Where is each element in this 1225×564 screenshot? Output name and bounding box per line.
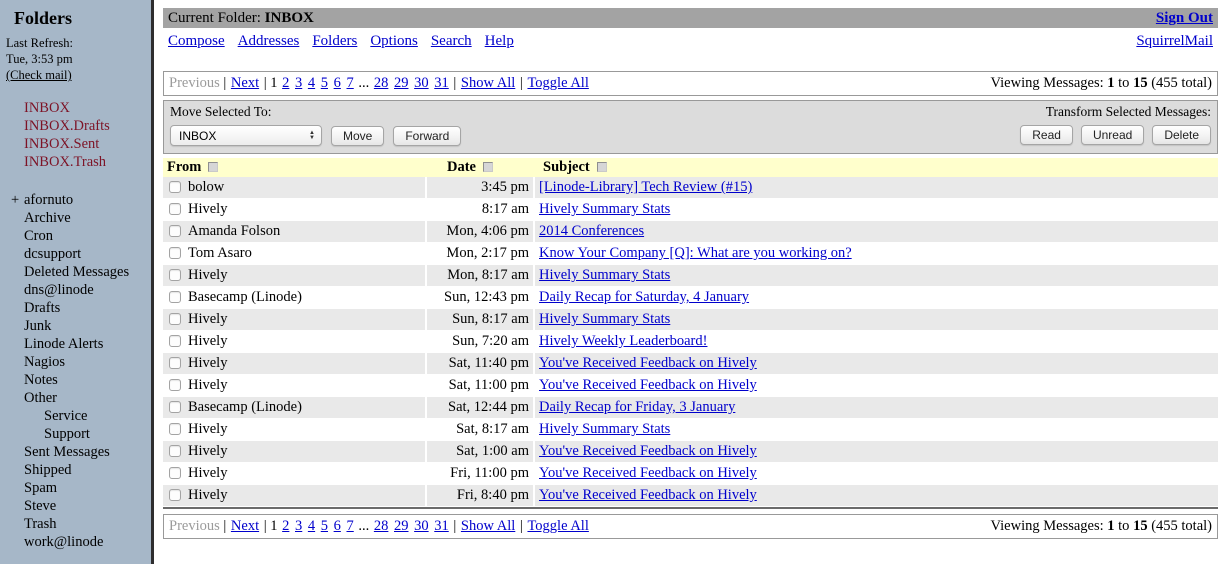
folder-item-notes[interactable] [24, 371, 147, 389]
menu-search[interactable]: Search [430, 33, 472, 49]
next-link[interactable]: Next [230, 518, 260, 534]
message-checkbox[interactable] [169, 225, 181, 237]
page-link-4[interactable]: 4 [307, 75, 316, 91]
folder-link[interactable]: Steve [24, 498, 57, 514]
subject-link[interactable]: You've Received Feedback on Hively [539, 355, 757, 371]
from-cell [163, 353, 425, 375]
folder-item-deleted-messages[interactable] [24, 263, 147, 281]
show-all-link[interactable]: Show All [460, 75, 516, 91]
page-link-30[interactable]: 30 [414, 518, 429, 534]
date-cell: Sat, 11:40 pm [425, 353, 533, 375]
from-cell [163, 243, 425, 265]
sender-name: Hively [188, 311, 228, 327]
subject-cell [533, 441, 1218, 463]
page-link-6[interactable]: 6 [333, 75, 341, 91]
folder-item-inbox-sent[interactable] [24, 135, 147, 153]
message-checkbox[interactable] [169, 181, 181, 193]
subject-link[interactable]: Daily Recap for Saturday, 4 January [539, 289, 750, 305]
sender-name: Hively [188, 377, 228, 393]
current-folder-value: INBOX [264, 9, 314, 26]
delete-button[interactable]: Delete [1152, 125, 1211, 145]
subject-column-header: Subject [543, 159, 590, 175]
folders-title: Folders [14, 8, 72, 28]
subject-cell [533, 243, 1218, 265]
page-links: Previous | Next | 1 2 3 4 5 6 7 ... 28 29 30 31 | Show All | Toggle All [169, 518, 589, 534]
message-checkbox[interactable] [169, 335, 181, 347]
folder-link[interactable]: Notes [24, 372, 58, 388]
sign-out-link[interactable]: Sign Out [1155, 9, 1213, 26]
message-row [163, 287, 1218, 309]
page-link-2[interactable]: 2 [282, 518, 290, 534]
pagination-top [163, 71, 1218, 96]
folder-link[interactable]: Spam [24, 480, 58, 496]
folder-link[interactable]: Other [24, 390, 58, 406]
subject-cell [533, 463, 1218, 485]
page-link-3[interactable]: 3 [295, 518, 303, 534]
message-checkbox[interactable] [169, 313, 181, 325]
page-link-3[interactable]: 3 [295, 75, 303, 91]
message-row [163, 353, 1218, 375]
folder-select[interactable] [170, 125, 322, 146]
date-cell: Mon, 2:17 pm [425, 243, 533, 265]
message-row [163, 199, 1218, 221]
menu-folders[interactable]: Folders [312, 33, 358, 49]
subject-link[interactable]: Hively Summary Stats [539, 311, 671, 327]
folder-item-work-linode[interactable] [24, 533, 147, 551]
current-folder [168, 10, 314, 27]
viewing-to: 15 [1133, 75, 1148, 91]
folder-link[interactable]: Shipped [24, 462, 72, 478]
sender-name: Amanda Folson [188, 223, 281, 239]
folder-item-shipped[interactable] [24, 461, 147, 479]
pagination-bottom [163, 514, 1218, 539]
last-refresh-label: Last Refresh: [6, 36, 73, 50]
message-checkbox[interactable] [169, 489, 181, 501]
folder-link[interactable]: INBOX [24, 100, 70, 116]
folder-item-spam[interactable] [24, 479, 147, 497]
message-checkbox[interactable] [169, 247, 181, 259]
folder-item-drafts[interactable] [24, 299, 147, 317]
folder-item-junk[interactable] [24, 317, 147, 335]
viewing-messages: Viewing Messages: 1 to 15 (455 total) [990, 75, 1212, 91]
message-table [163, 158, 1218, 509]
sender-name: Hively [188, 421, 228, 437]
from-cell [163, 309, 425, 331]
page-link-4[interactable]: 4 [307, 518, 316, 534]
date-cell: Sat, 1:00 am [425, 441, 533, 463]
folder-item-inbox-trash[interactable] [24, 153, 147, 171]
last-refresh-time: Tue, 3:53 pm [6, 52, 73, 66]
subject-cell [533, 221, 1218, 243]
message-row [163, 375, 1218, 397]
sender-name: Hively [188, 355, 228, 371]
viewing-messages: Viewing Messages: 1 to 15 (455 total) [990, 518, 1212, 534]
from-cell [163, 331, 425, 353]
page-link-30[interactable]: 30 [414, 75, 429, 91]
select-arrows-icon: ▲ ▼ [309, 130, 315, 141]
folder-link[interactable]: Junk [24, 318, 52, 334]
page-link-5[interactable]: 5 [320, 518, 328, 534]
date-cell: Sat, 12:44 pm [425, 397, 533, 419]
date-cell: Fri, 11:00 pm [425, 463, 533, 485]
subject-cell [533, 287, 1218, 309]
date-cell: Sun, 8:17 am [425, 309, 533, 331]
sender-name: Hively [188, 487, 228, 503]
subject-link[interactable]: You've Received Feedback on Hively [539, 487, 757, 503]
forward-button[interactable]: Forward [393, 126, 461, 146]
page-link-6[interactable]: 6 [333, 518, 341, 534]
page-link-28[interactable]: 28 [373, 518, 389, 534]
menu-addresses[interactable]: Addresses [237, 33, 300, 49]
previous-link: Previous [169, 518, 220, 534]
message-row [163, 309, 1218, 331]
subject-link[interactable]: You've Received Feedback on Hively [539, 377, 757, 393]
message-checkbox[interactable] [169, 401, 181, 413]
sort-from-button[interactable] [208, 162, 218, 172]
date-cell: 3:45 pm [425, 177, 533, 199]
viewing-to: 15 [1133, 518, 1148, 534]
from-column-header: From [167, 159, 202, 175]
folder-select-value: INBOX [179, 128, 217, 143]
page-link-29[interactable]: 29 [394, 75, 409, 91]
folder-item-support[interactable] [24, 425, 147, 443]
folder-item-inbox-drafts[interactable] [24, 117, 147, 135]
subject-cell [533, 331, 1218, 353]
message-checkbox[interactable] [169, 203, 181, 215]
folder-link[interactable]: Drafts [24, 300, 61, 316]
subject-link[interactable]: 2014 Conferences [539, 223, 645, 239]
message-row [163, 177, 1218, 199]
special-folder-list [24, 99, 147, 171]
folder-link[interactable]: INBOX.Trash [24, 154, 107, 170]
page-link-5[interactable]: 5 [320, 75, 328, 91]
read-button[interactable]: Read [1020, 125, 1073, 145]
sender-name: Hively [188, 443, 228, 459]
folder-link[interactable]: Archive [24, 210, 71, 226]
from-cell [163, 419, 425, 441]
page-link-7[interactable]: 7 [346, 518, 354, 534]
page-link-31[interactable]: 31 [434, 518, 449, 534]
folder-link[interactable]: Cron [24, 228, 53, 244]
subject-link[interactable]: Hively Summary Stats [539, 267, 671, 283]
folder-link[interactable]: INBOX.Sent [24, 136, 100, 152]
date-cell: Sun, 12:43 pm [425, 287, 533, 309]
show-all-link[interactable]: Show All [460, 518, 516, 534]
menu-options[interactable]: Options [370, 33, 418, 49]
sender-name: Hively [188, 333, 228, 349]
from-cell [163, 221, 425, 243]
folder-item-trash[interactable] [24, 515, 147, 533]
date-cell: Mon, 4:06 pm [425, 221, 533, 243]
move-selected-label: Move Selected To: [170, 104, 272, 119]
menu-bar [163, 31, 1218, 52]
subject-link[interactable]: Hively Weekly Leaderboard! [539, 333, 708, 349]
subject-link[interactable]: Daily Recap for Friday, 3 January [539, 399, 736, 415]
folder-link[interactable]: dcsupport [24, 246, 82, 262]
folder-link[interactable]: Trash [24, 516, 57, 532]
folder-item-archive[interactable] [24, 209, 147, 227]
folder-item-dns-linode[interactable] [24, 281, 147, 299]
previous-link: Previous [169, 75, 220, 91]
sender-name: Tom Asaro [188, 245, 252, 261]
subject-cell [533, 199, 1218, 221]
folder-link[interactable]: afornuto [24, 192, 74, 208]
move-button[interactable]: Move [331, 126, 384, 146]
sender-name: bolow [188, 179, 225, 195]
date-cell: Sun, 7:20 am [425, 331, 533, 353]
from-cell [163, 375, 425, 397]
message-checkbox[interactable] [169, 445, 181, 457]
subject-cell [533, 353, 1218, 375]
message-checkbox[interactable] [169, 379, 181, 391]
folder-item-service[interactable] [24, 407, 147, 425]
folder-link[interactable]: Deleted Messages [24, 264, 130, 280]
message-row [163, 419, 1218, 441]
folder-item-other[interactable] [24, 389, 147, 407]
folder-item-linode-alerts[interactable] [24, 335, 147, 353]
subject-link[interactable]: You've Received Feedback on Hively [539, 443, 757, 459]
unread-button[interactable]: Unread [1081, 125, 1144, 145]
subject-link[interactable]: Hively Summary Stats [539, 201, 671, 217]
page-current: 1 [270, 75, 278, 91]
subject-cell [533, 309, 1218, 331]
squirrelmail-link[interactable]: SquirrelMail [1136, 33, 1213, 49]
date-cell: Sat, 11:00 pm [425, 375, 533, 397]
subject-cell [533, 419, 1218, 441]
page-link-2[interactable]: 2 [282, 75, 290, 91]
folder-link[interactable]: Linode Alerts [24, 336, 104, 352]
message-row [163, 397, 1218, 419]
from-cell [163, 485, 425, 507]
message-row [163, 441, 1218, 463]
subject-cell [533, 485, 1218, 507]
folder-link[interactable]: work@linode [24, 534, 104, 550]
subject-link[interactable]: [Linode-Library] Tech Review (#15) [539, 179, 753, 195]
from-cell [163, 177, 425, 199]
top-bar [163, 8, 1218, 28]
subject-link[interactable]: Know Your Company [Q]: What are you working on? [539, 245, 852, 261]
transform-section [1020, 104, 1211, 146]
folder-item-afornuto[interactable] [11, 191, 147, 209]
folder-item-steve[interactable] [24, 497, 147, 515]
folder-link[interactable]: dns@linode [24, 282, 94, 298]
viewing-from: 1 [1107, 518, 1115, 534]
folder-item-nagios[interactable] [24, 353, 147, 371]
message-row [163, 463, 1218, 485]
subject-cell [533, 397, 1218, 419]
sender-name: Basecamp (Linode) [188, 399, 302, 415]
message-checkbox[interactable] [169, 269, 181, 281]
sender-name: Hively [188, 201, 228, 217]
folder-link[interactable]: Nagios [24, 354, 66, 370]
message-row [163, 331, 1218, 353]
date-cell: Mon, 8:17 am [425, 265, 533, 287]
folder-item-cron[interactable] [24, 227, 147, 245]
page-link-31[interactable]: 31 [434, 75, 449, 91]
from-cell [163, 441, 425, 463]
date-cell: 8:17 am [425, 199, 533, 221]
sender-name: Hively [188, 267, 228, 283]
toggle-all-link[interactable]: Toggle All [527, 518, 589, 534]
sender-name: Hively [188, 465, 228, 481]
sort-subject-button[interactable] [597, 162, 607, 172]
date-column-header: Date [447, 159, 476, 175]
message-row [163, 243, 1218, 265]
message-checkbox[interactable] [169, 291, 181, 303]
folder-item-sent-messages[interactable] [24, 443, 147, 461]
date-cell: Fri, 8:40 pm [425, 485, 533, 507]
sidebar-separator [151, 0, 154, 564]
subject-link[interactable]: Hively Summary Stats [539, 421, 671, 437]
folder-link[interactable]: INBOX.Drafts [24, 118, 110, 134]
sort-date-button[interactable] [483, 162, 493, 172]
subject-cell [533, 265, 1218, 287]
message-row [163, 221, 1218, 243]
subject-link[interactable]: You've Received Feedback on Hively [539, 465, 757, 481]
message-row [163, 485, 1218, 507]
sender-name: Basecamp (Linode) [188, 289, 302, 305]
page-link-28[interactable]: 28 [373, 75, 389, 91]
message-row [163, 265, 1218, 287]
page-link-29[interactable]: 29 [394, 518, 409, 534]
message-checkbox[interactable] [169, 357, 181, 369]
page-link-7[interactable]: 7 [346, 75, 354, 91]
check-mail-link[interactable]: (Check mail) [6, 68, 72, 82]
message-checkbox[interactable] [169, 423, 181, 435]
menu-help[interactable]: Help [484, 33, 514, 49]
subject-cell [533, 375, 1218, 397]
page-links: Previous | Next | 1 2 3 4 5 6 7 ... 28 29 30 31 | Show All | Toggle All [169, 75, 589, 91]
page-current: 1 [270, 518, 278, 534]
folder-sidebar [0, 0, 151, 564]
message-table-header [163, 158, 1218, 177]
current-folder-label: Current Folder: [168, 9, 261, 26]
folder-link[interactable]: Sent Messages [24, 444, 110, 460]
toggle-all-link[interactable]: Toggle All [527, 75, 589, 91]
date-cell: Sat, 8:17 am [425, 419, 533, 441]
expand-folder-icon[interactable]: + [11, 192, 20, 208]
from-cell [163, 199, 425, 221]
from-cell [163, 287, 425, 309]
transform-label: Transform Selected Messages: [1045, 104, 1211, 119]
move-section [170, 104, 461, 146]
from-cell [163, 265, 425, 287]
from-cell [163, 397, 425, 419]
from-cell [163, 463, 425, 485]
viewing-from: 1 [1107, 75, 1115, 91]
folder-list [11, 191, 147, 551]
main-content [163, 0, 1218, 539]
folder-link[interactable]: Service [44, 408, 88, 424]
subject-cell [533, 177, 1218, 199]
folder-item-inbox[interactable] [24, 99, 147, 117]
message-checkbox[interactable] [169, 467, 181, 479]
next-link[interactable]: Next [230, 75, 260, 91]
menu-compose[interactable]: Compose [168, 33, 225, 49]
message-toolbar [163, 100, 1218, 154]
folder-link[interactable]: Support [44, 426, 90, 442]
menu-links [168, 33, 527, 50]
folder-item-dcsupport[interactable] [24, 245, 147, 263]
